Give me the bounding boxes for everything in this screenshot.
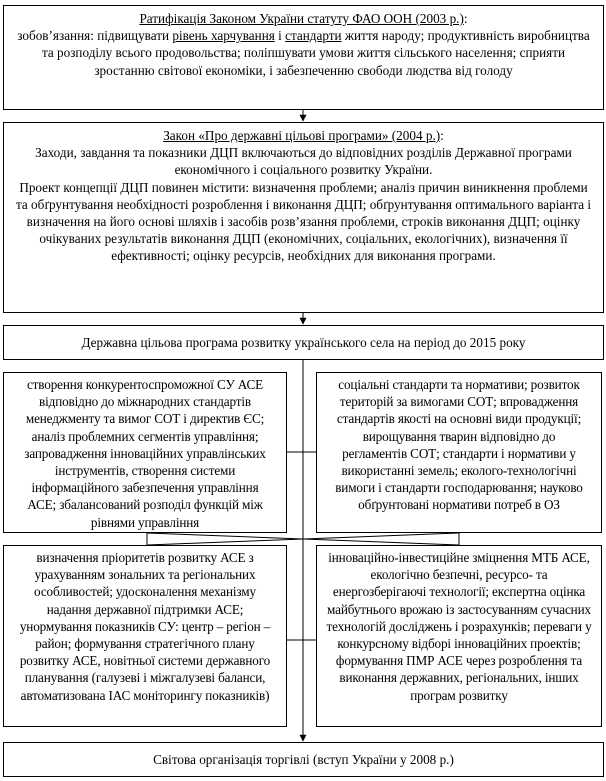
ratification-box: Ратифікація Законом України статуту ФАО ООН (2003 р.): зобов’язання: підвищувати рівень харчування і стандарти життя народу; продуктивність виробництва та розподілу всього продовольства; поліпшувати умови життя сільського населення; сприяти зростанню світової економіки, і забезпеченню свободи людства від голоду bbox=[3, 5, 604, 110]
law-para-1: Заходи, завдання та показники ДЦП включаються до відповідних розділів Державної програми економічного і соціального розвитку України. bbox=[35, 145, 572, 178]
ratification-body-segment: життя народу; продуктивність виробництва та розподілу всього продовольства; поліпшувати умови життя сільського населення; сприяти зростанню світової економіки, і забезпеченню свободи людства від голоду bbox=[41, 28, 590, 78]
ratification-body-segment: рівень харчування bbox=[172, 28, 275, 44]
ratification-body-segment: і bbox=[274, 28, 286, 44]
program-box bbox=[3, 325, 604, 360]
law-box: Закон «Про державні цільові програми» (2004 р.): Заходи, завдання та показники ДЦП включаються до відповідних розділів Державної програми економічного і соціального розвитку України. Проект концепції ДЦП повинен містити: визначення проблеми; аналіз причин виникнення проблеми та обґрунтування необхідності розроблення і виконання ДЦП; обґрунтування оптимального варіанта і визначення на його основі шляхів і засобів розв’язання проблеми, строків виконання ДЦП; оцінку очікуваних результатів виконання ДЦП (економічних, соціальних, екологічних), визначення її ефективності; оцінку ресурсів, необхідних для виконання програми. bbox=[3, 122, 604, 313]
law-title: Закон «Про державні цільові програми» (2004 р.) bbox=[163, 128, 441, 143]
left-top-text: створення конкурентоспроможної СУ АСЕ відповідно до міжнародних стандартів менеджменту та вимог СОТ і директив ЄС; аналіз проблемних сегментів управління; запровадження інноваційних управлінських інструментів, створення системи інформаційного забезпечення управління АСЕ; збалансований розподіл функцій між рівнями управління bbox=[24, 377, 266, 530]
ratification-body bbox=[12, 27, 595, 79]
wto-box bbox=[3, 742, 604, 777]
right-bottom-text: інноваційно-інвестиційне зміцнення МТБ АСЕ, екологічно безпечні, ресурсо- та енергозберігаючі технології; експертна оцінка майбутнього врожаю із застосуванням сучасних технологій досліджень і розрахунків; переваги у конкурсному відборі інноваційних проектів; формування ПМР АСЕ через розроблення та виконання державних, регіональних, інших програм розвитку bbox=[326, 550, 592, 703]
left-bottom-box bbox=[3, 545, 287, 727]
ratification-body-segment: зобов’язання: підвищувати bbox=[17, 28, 173, 44]
right-top-text: соціальні стандарти та нормативи; розвиток територій за вимогами СОТ; впровадження стандартів якості на основні види продукції; вирощування тварин відповідно до регламентів СОТ; стандарти і нормативи у використанні земель; еколого-технологічні вимоги і стандарти господарювання; науково обґрунтовані нормативи потреб в ОЗ bbox=[335, 377, 583, 513]
law-para-2: Проект концепції ДЦП повинен містити: визначення проблеми; аналіз причин виникнення проблеми та обґрунтування необхідності розроблення і виконання ДЦП; обґрунтування оптимального варіанта і визначення на його основі шляхів і засобів розв’язання проблеми, строків виконання ДЦП; оцінку очікуваних результатів виконання ДЦП (економічних, соціальних, екологічних), визначення її ефективності; оцінку ресурсів, необхідних для виконання програми. bbox=[15, 179, 592, 264]
program-title: Державна цільова програма розвитку українського села на період до 2015 року bbox=[81, 335, 526, 350]
ratification-title: Ратифікація Законом України статуту ФАО ООН (2003 р.) bbox=[139, 11, 464, 26]
right-bottom-box bbox=[316, 545, 602, 727]
left-top-box bbox=[3, 372, 287, 533]
ratification-body-segment: стандарти bbox=[285, 28, 342, 44]
wto-title: Світова організація торгівлі (вступ України у 2008 р.) bbox=[153, 752, 454, 767]
left-bottom-text: визначення пріоритетів розвитку АСЕ з урахуванням зональних та регіональних особливостей; удосконалення механізму надання державної підтримки АСЕ; унормування показників СУ: центр – регіон – район; формування стратегічного плану розвитку АСЕ, новітньої системи державного планування (галузеві і міжгалузеві баланси, автоматизована ІАС моніторингу показників) bbox=[19, 550, 271, 703]
right-top-box bbox=[316, 372, 602, 533]
